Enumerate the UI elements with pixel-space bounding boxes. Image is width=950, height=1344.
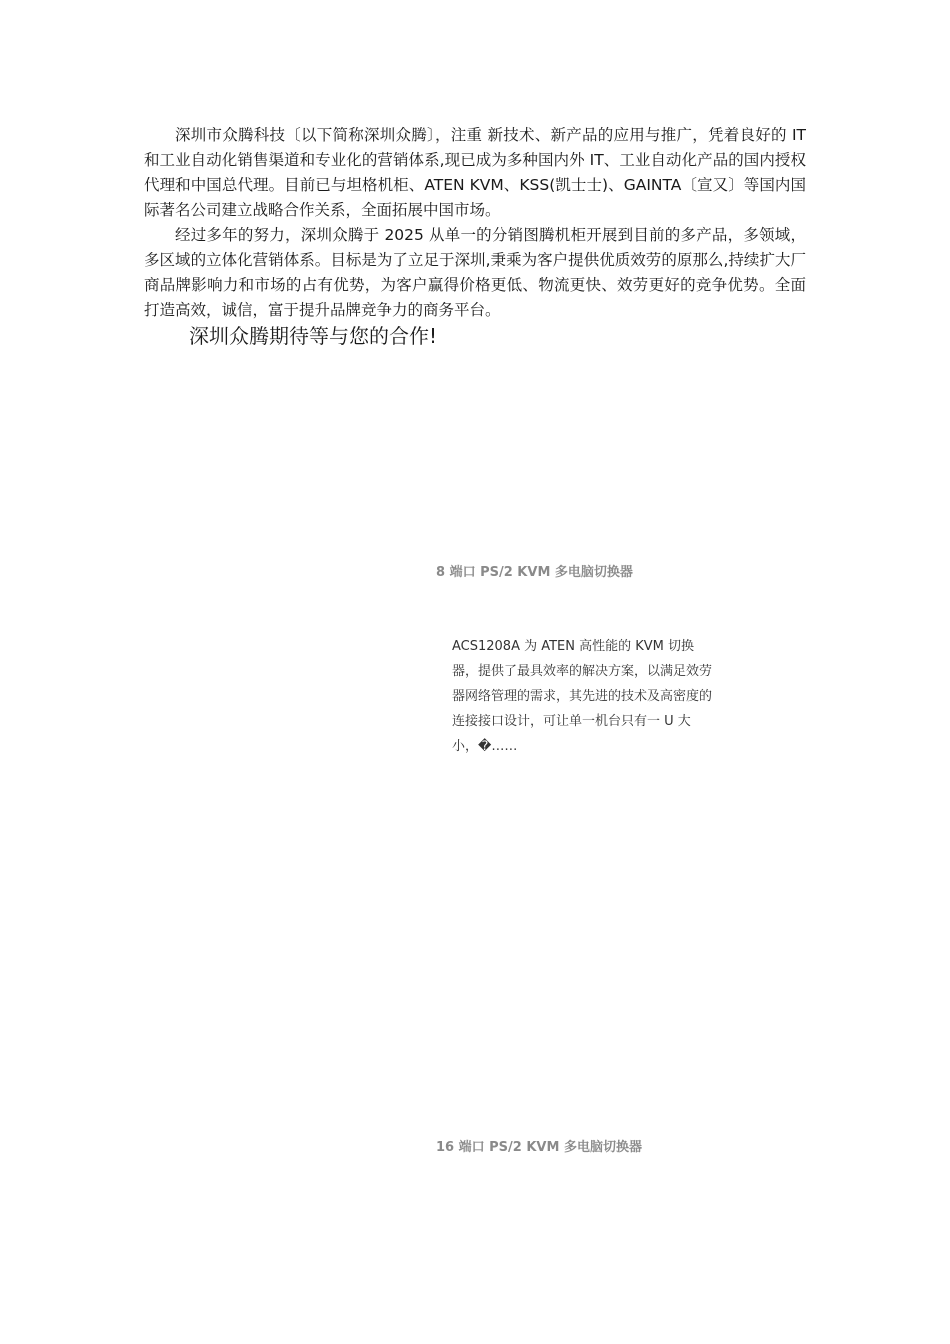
intro-paragraph-1: 深圳市众腾科技〔以下简称深圳众腾〕，注重 新技术、新产品的应用与推广，凭着良好的 IT 和工业自动化销售渠道和专业化的营销体系,现已成为多种国内外 IT、工业自动化产品的国内授权代理和中国总代理。目前已与坦格机柜、ATEN KVM、KSS(凯士士)、GAINTA〔宣又〕等国内国际著名公司建立战略合作关系，全面拓展中国市场。 [144,126,806,219]
product-title-16-port[interactable]: 16 端口 PS/2 KVM 多电脑切换器 [436,1140,642,1155]
company-intro [144,123,806,323]
product-description-8-port: ACS1208A 为 ATEN 高性能的 KVM 切换器，提供了最具效率的解决方案，以满足效劳器网络管理的需求，其先进的技术及高密度的连接接口设计，可让单一机台只有一 U 大小，�…… [452,639,713,754]
product-title-8-port[interactable]: 8 端口 PS/2 KVM 多电脑切换器 [436,565,633,580]
intro-paragraph-2: 经过多年的努力，深圳众腾于 2025 从单一的分销图腾机柜开展到目前的多产品，多领域，多区域的立体化营销体系。目标是为了立足于深圳,秉乘为客户提供优质效劳的原那么,持续扩大厂商品牌影响力和市场的占有优势，为客户赢得价格更低、物流更快、效劳更好的竞争优势。全面打造高效，诚信，富于提升品牌竞争力的商务平台。 [144,226,806,319]
closing-line: 深圳众腾期待等与您的合作! [189,324,438,348]
